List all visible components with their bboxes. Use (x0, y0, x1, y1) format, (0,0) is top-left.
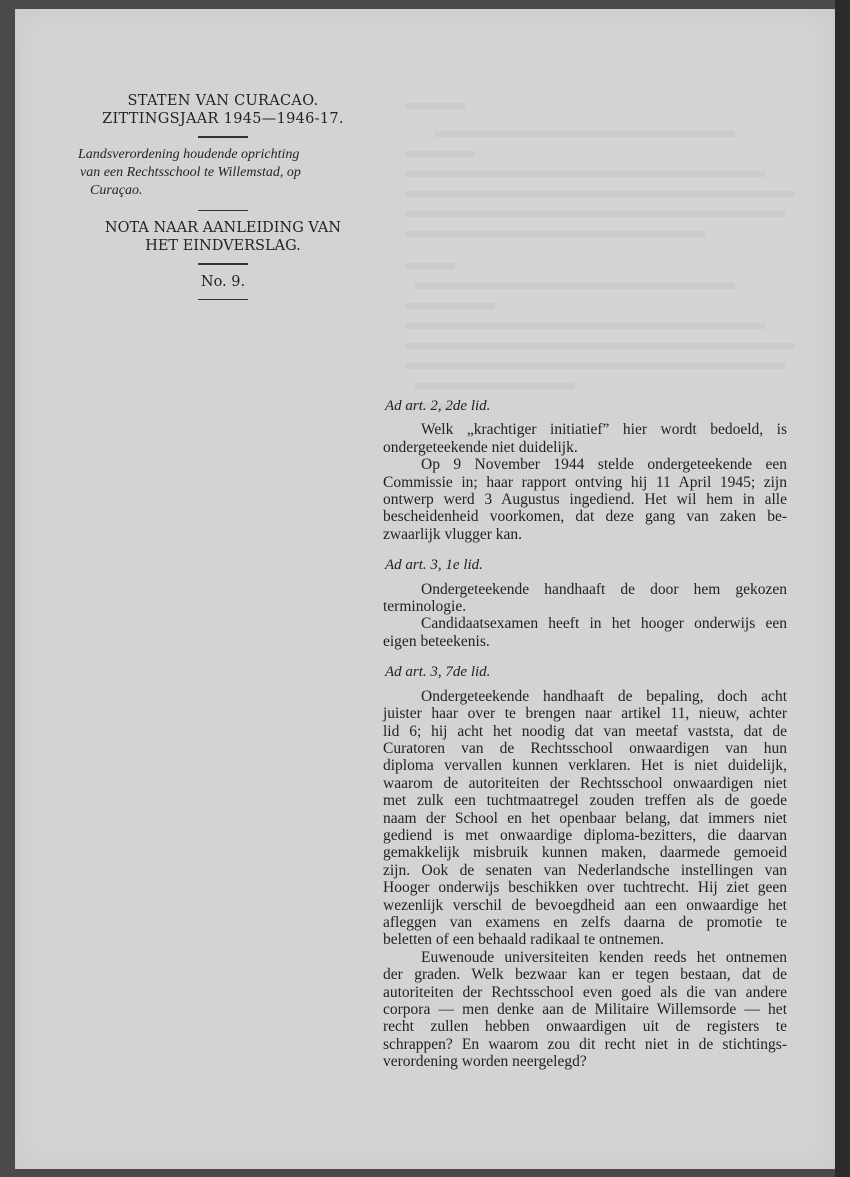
text-line: met zulk een tuchtmaatregel zouden treffen als de goede (383, 792, 787, 810)
divider (198, 299, 248, 301)
document-body (383, 398, 787, 1071)
text-line: ondergeteekende niet duidelijk. (383, 438, 578, 456)
section-heading: Ad art. 2, 2de lid. (385, 398, 491, 414)
bleed-through (395, 95, 795, 423)
text-line: terminologie. (383, 598, 467, 616)
text-line: Curatoren van de Rechtsschool onwaardigen van hun (383, 739, 787, 757)
text-line: Euwenoude universiteiten kenden reeds het ontnemen (421, 948, 787, 966)
text-line: recht zullen hebben onwaardigen uit de registers te (383, 1018, 787, 1036)
text-line: schrappen? En waarom zou dit recht niet in de stichtings- (383, 1035, 787, 1053)
text-line: diploma vervallen kunnen verklaren. Het is niet duidelijk, (383, 757, 787, 775)
text-line: eigen beteekenis. (383, 632, 490, 650)
section-heading: Ad art. 3, 7de lid. (385, 664, 491, 681)
text-line: Op 9 November 1944 stelde ondergeteekende een (421, 456, 787, 474)
text-line: beletten of een behaald radikaal te ontnemen. (383, 931, 665, 949)
section-heading: Ad art. 3, 1e lid. (385, 557, 483, 574)
divider (198, 136, 248, 138)
text-line: juister haar over te brengen naar artikel 11, nieuw, achter (383, 705, 787, 723)
text-line: verordening worden neergelegd? (383, 1053, 587, 1071)
ordinance-subject (78, 146, 368, 200)
divider (198, 210, 248, 212)
text-line: zwaarlijk vlugger kan. (383, 525, 523, 543)
text-line: Commissie in; haar rapport ontving hij 11 April 1945; zijn (383, 473, 787, 491)
document-number: No. 9. (200, 273, 246, 290)
text-line: gemakkelijk misbruik kunnen maken, daarmede gemoeid (383, 844, 787, 862)
text-line: Ondergeteekende handhaaft de door hem gekozen (421, 580, 787, 598)
text-line: wezenlijk verschil de bevoegdheid aan een onwaardige het (383, 896, 787, 914)
text-line: autoriteiten der Rechtsschool even goed als die van andere (383, 983, 787, 1001)
document-title-line: NOTA NAAR AANLEIDING VAN (104, 220, 342, 236)
document-header (78, 92, 368, 308)
subject-line: Landsverordening houdende oprichting (78, 146, 300, 162)
text-line: gediend is met onwaardige diploma-bezitters, die daarvan (383, 826, 787, 844)
text-line: corpora — men denke aan de Militaire Willemsorde — het (383, 1001, 787, 1018)
text-line: der graden. Welk bezwaar kan er tegen bestaan, dat de (383, 966, 787, 984)
scan-edge (835, 0, 850, 1177)
text-line: Candidaatsexamen heeft in het hooger onderwijs een (421, 615, 787, 633)
text-line: Hooger onderwijs beschikken over tuchtrecht. Hij ziet geen (383, 879, 787, 897)
text-line: afleggen van examens en zelfs daarna de promotie te (383, 913, 787, 931)
text-line: Welk „krachtiger initiatief” hier wordt bedoeld, is (421, 421, 787, 439)
subject-line: van een Rechtsschool te Willemstad, op (80, 164, 301, 180)
text-line: lid 6; hij acht het noodig dat van meetaf vaststa, dat de (383, 722, 787, 740)
text-line: ontwerp werd 3 Augustus ingediend. Het wil hem in alle (383, 491, 787, 509)
document-title-line: HET EINDVERSLAG. (145, 238, 301, 254)
session-year: ZITTINGSJAAR 1945—1946-17. (102, 111, 344, 127)
text-line: bescheidenheid voorkomen, dat deze gang van zaken be- (383, 508, 787, 526)
text-line: naam der School en het openbaar belang, dat immers niet (383, 809, 787, 827)
text-line: zijn. Ook de senaten van Nederlandsche instellingen van (383, 861, 787, 879)
subject-line: Curaçao. (90, 182, 143, 198)
text-line: Ondergeteekende handhaaft de bepaling, doch acht (421, 687, 787, 705)
divider (198, 263, 248, 265)
assembly-title: STATEN VAN CURACAO. (127, 93, 319, 109)
text-line: waarom de autoriteiten der Rechtsschool onwaardigen niet (383, 774, 787, 792)
